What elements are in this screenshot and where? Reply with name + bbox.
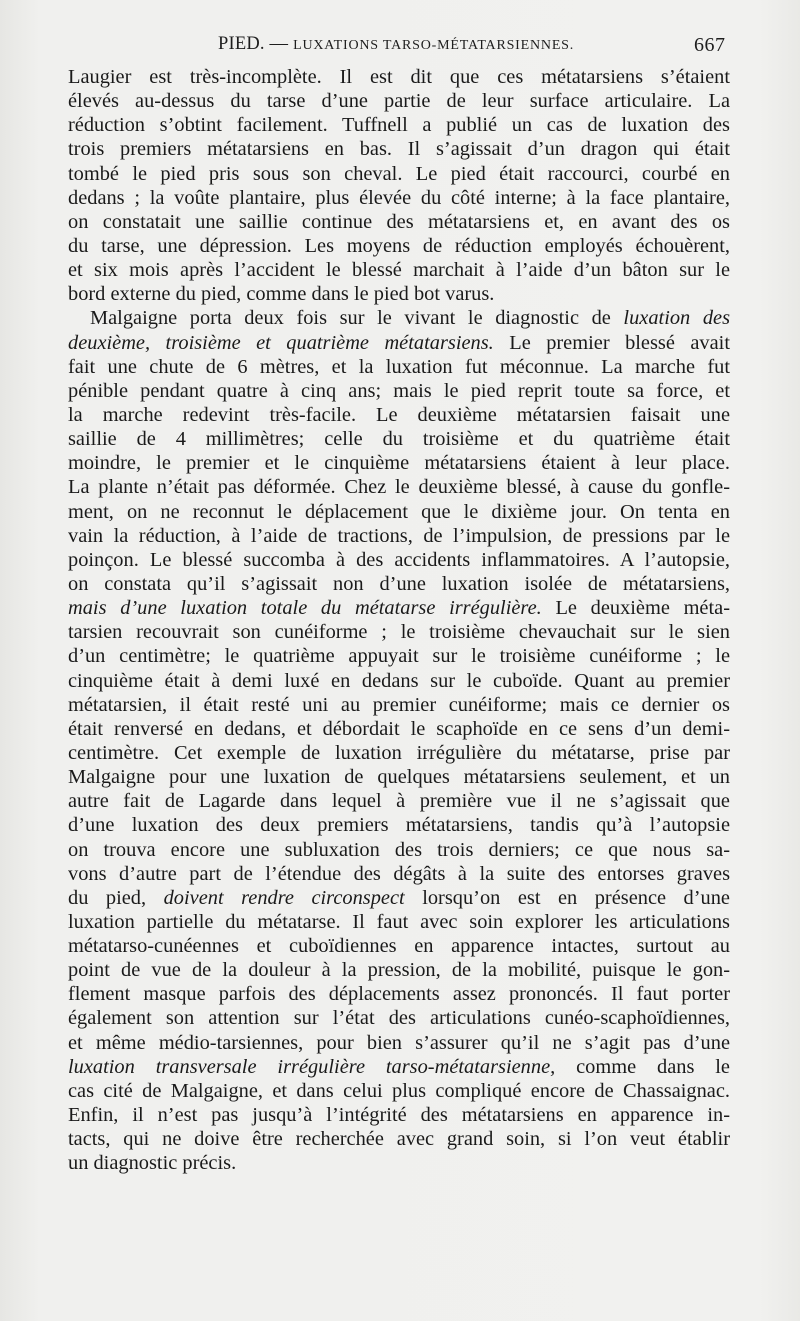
text-line: réduction s’obtint facilement. Tuffnell a publié un cas de luxation des: [68, 114, 730, 137]
text-line: la marche redevint très-facile. Le deuxième métatarsien faisait une: [68, 403, 730, 426]
text-segment: Le premier blessé avait: [509, 331, 730, 354]
body-text: [68, 65, 730, 1175]
text-line: La plante n’était pas déformée. Chez le deuxième blessé, à cause du gonfle-: [68, 476, 730, 499]
text-line: on trouva encore une subluxation des trois derniers; ce que nous sa-: [68, 838, 730, 861]
text-line: bord externe du pied, comme dans le pied bot varus.: [68, 283, 495, 306]
italic-segment: luxation transversale irrégulière tarso-métatarsienne,: [68, 1055, 556, 1078]
text-line: du tarse, une dépression. Les moyens de réduction employés échouèrent,: [68, 234, 730, 257]
text-line: on constatait une saillie continue des métatarsiens et, en avant des os: [68, 210, 730, 233]
text-line: Enfin, il n’est pas jusqu’à l’intégrité des métatarsiens en apparence in-: [68, 1104, 730, 1127]
text-segment: Le deuxième méta-: [555, 597, 730, 620]
text-line: point de vue de la douleur à la pression, de la mobilité, puisque le gon-: [68, 959, 730, 982]
text-segment: comme dans le: [576, 1055, 730, 1078]
text-line: tarsien recouvrait son cunéiforme ; le troisième chevauchait sur le sien: [68, 621, 730, 644]
text-line: métatarsien, il était resté uni au premier cunéiforme; mais ce dernier os: [68, 693, 730, 716]
text-line: luxation partielle du métatarse. Il faut avec soin explorer les articulations: [68, 910, 730, 933]
text-line: Malgaigne pour une luxation de quelques métatarsiens seulement, et un: [68, 766, 730, 789]
text-line: on constata qu’il s’agissait non d’une luxation isolée de métatarsiens,: [68, 572, 730, 595]
text-line: autre fait de Lagarde dans lequel à première vue il ne s’agissait que: [68, 790, 730, 813]
text-line: cas cité de Malgaigne, et dans celui plus compliqué encore de Chassaignac.: [68, 1079, 730, 1102]
text-line: [68, 331, 730, 355]
text-line: tombé le pied pris sous son cheval. Le pied était raccourci, courbé en: [68, 162, 730, 185]
text-line: métatarso-cunéennes et cuboïdiennes en apparence intactes, surtout au: [68, 935, 730, 958]
running-head-main: PIED. —: [218, 34, 289, 54]
text-line: dedans ; la voûte plantaire, plus élevée du côté interne; à la face plantaire,: [68, 186, 730, 209]
text-line: vons d’autre part de l’étendue des dégâts à la suite des entorses graves: [68, 862, 730, 885]
text-line: et même médio-tarsiennes, pour bien s’assurer qu’il ne s’agit pas d’une: [68, 1031, 730, 1054]
text-line: flement masque parfois des déplacements assez prononcés. Il faut porter: [68, 983, 730, 1006]
text-line: [68, 596, 730, 620]
text-line: centimètre. Cet exemple de luxation irrégulière du métatarse, prise par: [68, 741, 730, 764]
text-segment: lorsqu’on est en présence d’une: [422, 886, 730, 909]
text-line: vain la réduction, à l’aide de tractions, de l’impulsion, de pressions par le: [68, 524, 730, 547]
text-line: était renversé en dedans, et débordait le scaphoïde en ce sens d’un demi-: [68, 717, 730, 740]
text-line: trois premiers métatarsiens en bas. Il s’agissait d’un dragon qui était: [68, 138, 730, 161]
text-line: fait une chute de 6 mètres, et la luxation fut méconnue. La marche fut: [68, 355, 730, 378]
text-line: poinçon. Le blessé succomba à des accidents inflammatoires. A l’autopsie,: [68, 548, 730, 571]
running-header: [0, 34, 800, 60]
italic-segment: deuxième, troisième et quatrième métatarsiens.: [68, 331, 494, 354]
text-line: [68, 1055, 730, 1079]
text-line: pénible pendant quatre à cinq ans; mais le pied reprit toute sa force, et: [68, 379, 730, 402]
text-line: un diagnostic précis.: [68, 1152, 237, 1175]
text-line: [68, 886, 730, 910]
running-head-title: LUXATIONS TARSO-MÉTATARSIENNES.: [293, 38, 575, 53]
italic-segment: luxation des: [623, 307, 730, 330]
text-segment: Malgaigne porta deux fois sur le vivant le diagnostic de: [90, 307, 611, 330]
italic-segment: doivent rendre circonspect: [163, 886, 405, 909]
text-line: cinquième était à demi luxé en dedans sur le cuboïde. Quant au premier: [68, 669, 730, 692]
text-line: également son attention sur l’état des articulations cunéo-scaphoïdiennes,: [68, 1007, 730, 1030]
italic-segment: mais d’une luxation totale du métatarse irrégulière.: [68, 597, 542, 620]
text-line: Laugier est très-incomplète. Il est dit que ces métatarsiens s’étaient: [68, 66, 730, 88]
text-line: et six mois après l’accident le blessé marchait à l’aide d’un bâton sur le: [68, 259, 730, 282]
text-line: [68, 306, 730, 330]
text-segment: du pied,: [68, 886, 147, 909]
text-line: saillie de 4 millimètres; celle du troisième et du quatrième était: [68, 428, 730, 451]
page-number: 667: [694, 34, 726, 56]
text-line: tacts, qui ne doive être recherchée avec grand soin, si l’on veut établir: [68, 1128, 730, 1151]
running-head: [218, 34, 574, 55]
text-line: d’un centimètre; le quatrième appuyait sur le troisième cunéiforme ; le: [68, 645, 730, 668]
text-line: moindre, le premier et le cinquième métatarsiens étaient à leur place.: [68, 452, 730, 475]
text-line: d’une luxation des deux premiers métatarsiens, tandis qu’à l’autopsie: [68, 814, 730, 837]
text-line: élevés au-dessus du tarse d’une partie de leur surface articulaire. La: [68, 90, 730, 113]
text-line: ment, on ne reconnut le déplacement que le dixième jour. On tenta en: [68, 500, 730, 523]
